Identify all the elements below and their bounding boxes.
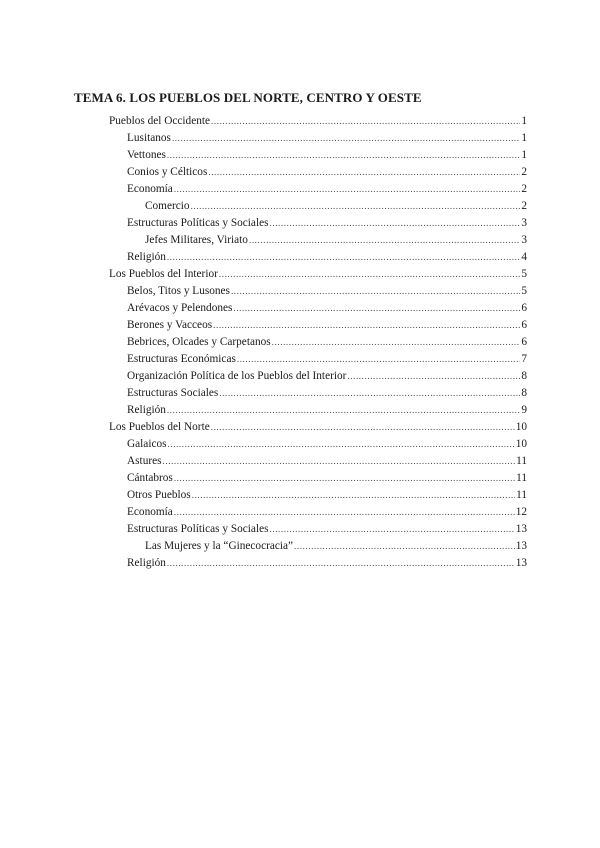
toc-entry[interactable] [0, 434, 600, 451]
toc-entry[interactable] [0, 315, 600, 332]
toc-leader-dots [172, 132, 520, 145]
toc-leader-dots [167, 557, 515, 570]
toc-entry-page: 1 [521, 115, 527, 127]
toc-entry-page: 9 [521, 404, 527, 416]
toc-entry-label: Galaicos [127, 438, 167, 450]
toc-entry-label: Estructuras Políticas y Sociales [127, 523, 269, 535]
toc-entry-label: Comercio [145, 200, 190, 212]
toc-leader-dots [294, 540, 515, 553]
toc-leader-dots [219, 268, 520, 281]
toc-entry-page: 12 [515, 506, 527, 518]
toc-entry[interactable] [0, 247, 600, 264]
toc-entry-page: 2 [521, 166, 527, 178]
toc-leader-dots [168, 438, 515, 451]
toc-entry-label: Estructuras Sociales [127, 387, 219, 399]
toc-entry-label: Las Mujeres y la “Ginecocracia” [145, 540, 294, 552]
toc-leader-dots [192, 489, 515, 502]
toc-entry[interactable] [0, 502, 600, 519]
toc-entry-label: Economía [127, 506, 173, 518]
toc-leader-dots [211, 115, 520, 128]
toc-entry-label: Religión [127, 557, 166, 569]
toc-entry-label: Conios y Célticos [127, 166, 208, 178]
toc-entry-page: 11 [516, 489, 527, 501]
toc-entry-page: 6 [521, 336, 527, 348]
toc-leader-dots [213, 319, 520, 332]
toc-entry[interactable] [0, 400, 600, 417]
toc-entry[interactable] [0, 213, 600, 230]
toc-entry-page: 2 [521, 183, 527, 195]
toc-entry-label: Vettones [127, 149, 166, 161]
toc-entry[interactable] [0, 349, 600, 366]
toc-entry[interactable] [0, 519, 600, 536]
toc-entry-page: 2 [521, 200, 527, 212]
toc-leader-dots [174, 183, 521, 196]
toc-entry-label: Estructuras Económicas [127, 353, 236, 365]
toc-entry-page: 8 [521, 387, 527, 399]
toc-leader-dots [233, 302, 520, 315]
toc-entry-label: Lusitanos [127, 132, 171, 144]
toc-entry-page: 1 [521, 132, 527, 144]
toc-entry-page: 13 [515, 540, 527, 552]
toc-entry-page: 10 [515, 421, 527, 433]
toc-entry-label: Otros Pueblos [127, 489, 191, 501]
toc-entry-label: Bebrices, Olcades y Carpetanos [127, 336, 271, 348]
toc-entry[interactable] [0, 111, 600, 128]
toc-entry[interactable] [0, 128, 600, 145]
toc-leader-dots [237, 353, 520, 366]
toc-leader-dots [167, 251, 520, 264]
toc-entry-page: 5 [521, 285, 527, 297]
toc-entry-page: 7 [521, 353, 527, 365]
toc-entry-page: 6 [521, 302, 527, 314]
toc-entry[interactable] [0, 145, 600, 162]
toc-entry[interactable] [0, 179, 600, 196]
toc-leader-dots [174, 472, 515, 485]
toc-entry-label: Belos, Titos y Lusones [127, 285, 230, 297]
toc-entry-label: Pueblos del Occidente [109, 115, 211, 127]
table-of-contents [0, 111, 600, 570]
toc-entry-page: 3 [521, 217, 527, 229]
toc-entry-label: Economía [127, 183, 173, 195]
toc-entry-label: Organización Política de los Pueblos del Interior [127, 370, 347, 382]
toc-entry-page: 11 [516, 472, 527, 484]
toc-leader-dots [174, 506, 515, 519]
page-title: TEMA 6. LOS PUEBLOS DEL NORTE, CENTRO Y OESTE [74, 90, 422, 105]
toc-leader-dots [208, 166, 520, 179]
toc-entry-label: Jefes Militares, Viriato [145, 234, 248, 246]
toc-entry[interactable] [0, 366, 600, 383]
toc-entry-page: 13 [515, 557, 527, 569]
toc-leader-dots [163, 455, 516, 468]
toc-leader-dots [270, 523, 515, 536]
toc-entry-page: 3 [521, 234, 527, 246]
toc-entry-page: 1 [521, 149, 527, 161]
toc-leader-dots [167, 404, 520, 417]
toc-leader-dots [211, 421, 515, 434]
toc-entry-page: 8 [521, 370, 527, 382]
toc-leader-dots [347, 370, 520, 383]
toc-entry-label: Cántabros [127, 472, 173, 484]
toc-entry-page: 6 [521, 319, 527, 331]
toc-entry[interactable] [0, 485, 600, 502]
toc-entry[interactable] [0, 451, 600, 468]
toc-entry[interactable] [0, 383, 600, 400]
toc-entry[interactable] [0, 162, 600, 179]
toc-leader-dots [167, 149, 520, 162]
toc-entry-page: 13 [515, 523, 527, 535]
toc-entry[interactable] [0, 536, 600, 553]
toc-entry-label: Estructuras Políticas y Sociales [127, 217, 269, 229]
toc-entry[interactable] [0, 468, 600, 485]
toc-entry[interactable] [0, 230, 600, 247]
toc-entry-label: Religión [127, 404, 166, 416]
toc-entry[interactable] [0, 298, 600, 315]
toc-entry-label: Astures [127, 455, 162, 467]
toc-leader-dots [191, 200, 521, 213]
toc-entry-label: Los Pueblos del Norte [109, 421, 210, 433]
toc-leader-dots [219, 387, 520, 400]
toc-entry[interactable] [0, 417, 600, 434]
toc-entry-label: Arévacos y Pelendones [127, 302, 233, 314]
toc-entry-label: Religión [127, 251, 166, 263]
toc-entry-page: 10 [515, 438, 527, 450]
toc-entry-page: 5 [521, 268, 527, 280]
toc-entry-label: Los Pueblos del Interior [109, 268, 218, 280]
toc-entry-label: Berones y Vacceos [127, 319, 213, 331]
toc-entry-page: 4 [521, 251, 527, 263]
toc-leader-dots [270, 217, 521, 230]
toc-leader-dots [272, 336, 521, 349]
toc-entry[interactable] [0, 553, 600, 570]
toc-entry[interactable] [0, 281, 600, 298]
toc-entry[interactable] [0, 264, 600, 281]
toc-entry[interactable] [0, 196, 600, 213]
toc-entry-page: 11 [516, 455, 527, 467]
toc-leader-dots [249, 234, 520, 247]
toc-entry[interactable] [0, 332, 600, 349]
toc-leader-dots [231, 285, 520, 298]
